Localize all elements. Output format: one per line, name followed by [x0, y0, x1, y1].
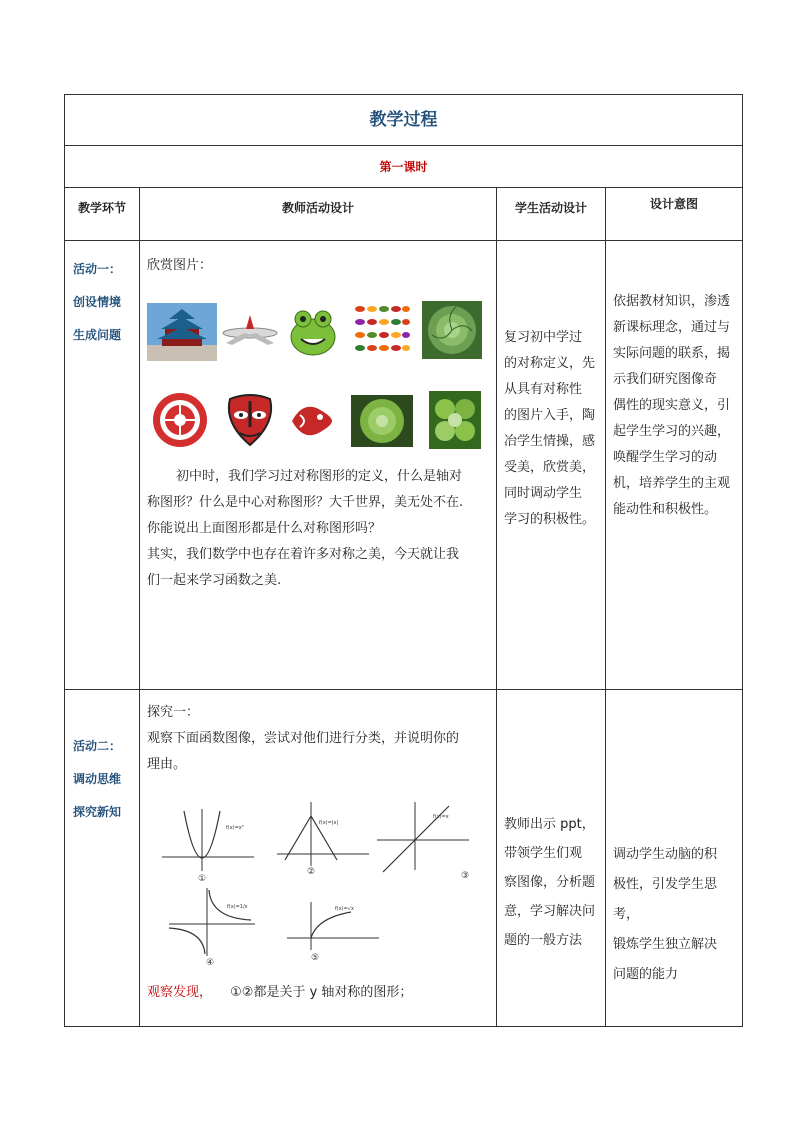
- lesson-table: [64, 94, 743, 1027]
- intent-line: 新课标理念，通过与: [613, 320, 731, 335]
- student-line: 意，学习解决问: [504, 904, 596, 919]
- intent-line: 问题的能力: [613, 967, 679, 982]
- graph-absolute-value: [273, 800, 373, 880]
- intent-line: 实际问题的联系，揭: [613, 346, 731, 361]
- activity2-label-line: 调动思维: [73, 772, 122, 786]
- student-line: 的图片入手，陶: [504, 408, 596, 423]
- header-teacher-activity: 教师活动设计: [139, 187, 497, 241]
- activity2-label-line: 探究新知: [73, 805, 122, 819]
- student-line: 教师出示 ppt，: [504, 817, 595, 832]
- paper-cut-picture: [147, 391, 213, 449]
- graph-label-2: ②: [307, 867, 316, 877]
- paragraph-line: 其实，我们数学中也存在着许多对称之美，今天就让我: [147, 547, 460, 562]
- opera-mask-picture: [220, 391, 280, 449]
- intent-line: 起学生学习的兴趣，: [613, 424, 731, 439]
- student-line: 带领学生们观: [504, 846, 583, 861]
- header-student-activity: 学生活动设计: [496, 187, 606, 241]
- activity2-label: [64, 689, 140, 1027]
- graph-square-root: [283, 900, 383, 964]
- graph-label-1: ①: [198, 874, 207, 884]
- explore-text: [147, 700, 491, 778]
- observation-line: [147, 980, 491, 1006]
- intent-line: 依据教材知识，渗透: [613, 294, 731, 309]
- student-line: 从具有对称性: [504, 382, 583, 397]
- intro-paragraph: [147, 464, 491, 594]
- activity1-label-line: 生成问题: [73, 328, 122, 342]
- intent-line: 唤醒学生学习的动: [613, 450, 718, 465]
- instruction-line: 观察下面函数图像，尝试对他们进行分类，并说明你的: [147, 731, 460, 746]
- student-line: 冶学生情操，感: [504, 434, 596, 449]
- activity2-student-cell: [496, 689, 606, 1027]
- airplane-picture: [220, 303, 280, 361]
- student-line: 题的一般方法: [504, 933, 583, 948]
- graph-label-4: ④: [206, 958, 215, 968]
- student-line: 察图像，分析题: [504, 875, 596, 890]
- appreciate-label: 欣赏图片：: [147, 258, 213, 273]
- graph-reciprocal: [167, 886, 257, 968]
- romanesco-picture: [429, 391, 481, 449]
- intent-line: 调动学生动脑的积: [613, 847, 718, 862]
- header-teaching-stage: 教学环节: [64, 187, 140, 241]
- activity1-label: [64, 240, 140, 690]
- page-title: 教学过程: [64, 94, 743, 146]
- temple-picture: [147, 303, 217, 361]
- student-line: 受美，欣赏美，: [504, 460, 596, 475]
- activity1-label-line: 创设情境: [73, 295, 122, 309]
- svg-text:f(x)=x²: f(x)=x²: [226, 825, 244, 831]
- paragraph-line: 初中时，我们学习过对称图形的定义，什么是轴对: [176, 469, 463, 484]
- intent-line: 示我们研究图像奇: [613, 372, 718, 387]
- activity1-intent-cell: [605, 240, 743, 690]
- paragraph-line: 称图形？什么是中心对称图形？大千世界，美无处不在.: [147, 495, 464, 510]
- graph-label-5: ⑤: [311, 953, 320, 963]
- graph-line: [373, 800, 473, 880]
- graph-parabola: [158, 805, 258, 885]
- fish-paper-cut-picture: [286, 395, 338, 447]
- activity2-intent-cell: [605, 689, 743, 1027]
- graph-label-3: ③: [461, 871, 470, 880]
- header-design-intent: 设计意图: [605, 187, 743, 241]
- activity2-label-line: 活动二：: [73, 739, 122, 753]
- paragraph-line: 你能说出上面图形都是什么对称图形吗？: [147, 521, 382, 536]
- activity1-teacher-cell: [139, 240, 497, 690]
- student-line: 学习的积极性。: [504, 512, 596, 527]
- explore-label: 探究一：: [147, 705, 200, 720]
- activity1-label-line: 活动一：: [73, 262, 122, 276]
- svg-text:f(x)=1/x: f(x)=1/x: [227, 904, 248, 910]
- intent-line: 极性，引发学生思考，: [613, 877, 718, 922]
- frog-picture: [283, 303, 343, 361]
- succulent-picture: [422, 301, 482, 359]
- moss-ball-picture: [351, 395, 413, 447]
- student-line: 的对称定义，先: [504, 356, 596, 371]
- intent-line: 锻炼学生独立解决: [613, 937, 718, 952]
- intent-line: 偶性的现实意义，引: [613, 398, 731, 413]
- svg-text:f(x)=√x: f(x)=√x: [335, 906, 354, 912]
- student-line: 复习初中学过: [504, 330, 583, 345]
- section-subtitle: 第一课时: [64, 145, 743, 188]
- activity2-teacher-cell: [139, 689, 497, 1027]
- intent-line: 能动性和积极性。: [613, 502, 718, 517]
- intent-line: 机，培养学生的主观: [613, 476, 731, 491]
- instruction-line: 理由。: [147, 757, 187, 772]
- svg-text:f(x)=x: f(x)=x: [433, 814, 449, 820]
- student-line: 同时调动学生: [504, 486, 583, 501]
- activity1-student-cell: [496, 240, 606, 690]
- observe-text: ①②都是关于 y 轴对称的图形；: [230, 985, 413, 1000]
- svg-text:f(x)=|x|: f(x)=|x|: [319, 820, 339, 826]
- leaves-picture: [352, 301, 412, 359]
- observe-prefix: 观察发现，: [147, 985, 213, 1000]
- paragraph-line: 们一起来学习函数之美.: [147, 573, 282, 588]
